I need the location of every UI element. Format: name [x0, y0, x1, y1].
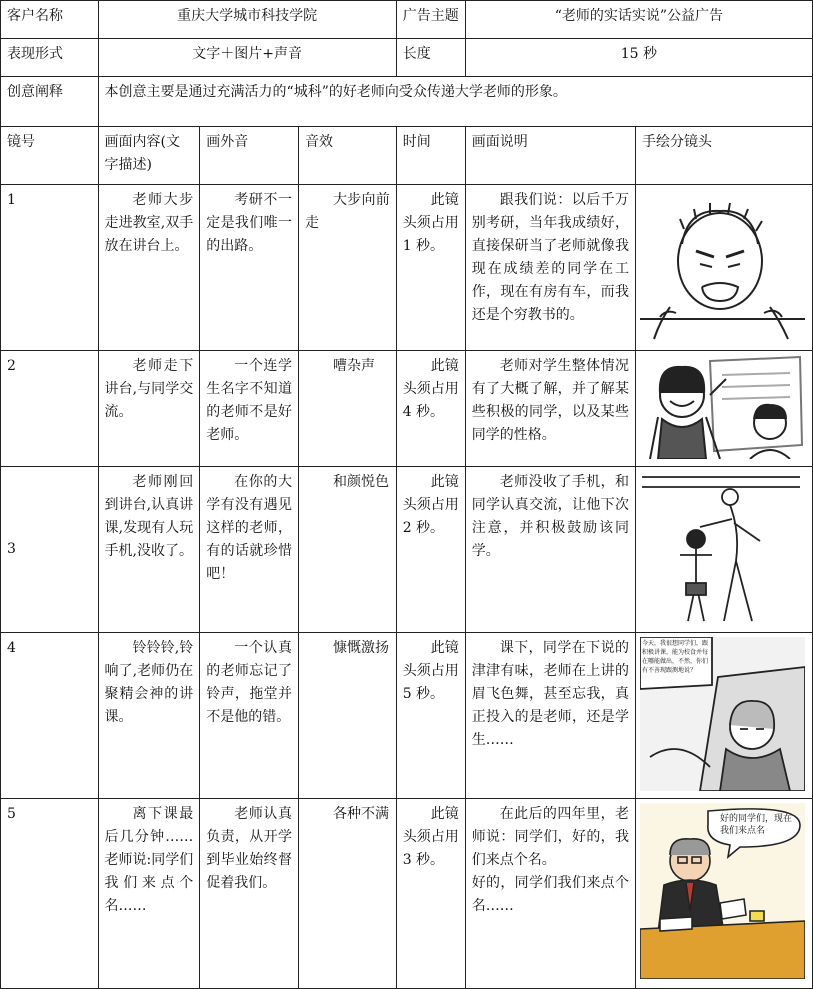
shot-sound: 各种不满	[298, 799, 396, 989]
ad-theme-label: 广告主题	[396, 1, 465, 39]
shot-number: 1	[1, 185, 99, 351]
shot-sound: 嘈杂声	[298, 351, 396, 467]
shot-sketch	[635, 467, 812, 633]
shot-sketch	[635, 185, 812, 351]
table-row	[1, 799, 813, 989]
shot-content: 老师走下讲台,与同学交流。	[98, 351, 200, 467]
shot-content: 铃铃铃,铃响了,老师仍在聚精会神的讲课。	[98, 633, 200, 799]
shot-time: 此镜头须占用 3 秒。	[396, 799, 465, 989]
shot-sketch	[635, 799, 812, 989]
shot-voiceover: 一个认真的老师忘记了铃声，拖堂并不是他的错。	[200, 633, 299, 799]
shot-voiceover: 在你的大学有没有遇见这样的老师，有的话就珍惜吧！	[200, 467, 299, 633]
idea-value: 本创意主要是通过充满活力的“城科”的好老师向受众传递大学老师的形象。	[98, 77, 812, 127]
table-row	[1, 633, 813, 799]
shot-voiceover: 老师认真负责，从开学到毕业始终督促着我们。	[200, 799, 299, 989]
form-value: 文字＋图片+声音	[98, 39, 396, 77]
col-header-voiceover: 画外音	[200, 127, 299, 185]
shot-time: 此镜头须占用 5 秒。	[396, 633, 465, 799]
shot-sound: 慷慨激扬	[298, 633, 396, 799]
ad-theme-value: “老师的实话实说”公益广告	[465, 1, 812, 39]
shot-number: 3	[1, 467, 99, 633]
shot-description: 老师对学生整体情况有了大概了解，并了解某些积极的同学，以及某些同学的性格。	[465, 351, 635, 467]
shot-time: 此镜头须占用 4 秒。	[396, 351, 465, 467]
confiscating-phone-sketch	[640, 471, 805, 625]
shot-number: 2	[1, 351, 99, 467]
teacher-at-desk-sketch	[640, 189, 805, 343]
shot-sketch	[635, 633, 812, 799]
length-label: 长度	[396, 39, 465, 77]
sketch-speech-bubble: 好的同学们，现在我们来点名	[719, 814, 792, 836]
shot-content: 离下课最后几分钟……老师说:同学们我们来点个名……	[98, 799, 200, 989]
shot-time: 此镜头须占用 1 秒。	[396, 185, 465, 351]
col-header-content: 画面内容(文字描述)	[98, 127, 200, 185]
shot-description: 在此后的四年里，老师说：同学们，好的，我们来点个名。 好的，同学们我们来点个名……	[465, 799, 635, 989]
form-label: 表现形式	[1, 39, 99, 77]
shot-sound: 大步向前走	[298, 185, 396, 351]
shot-number: 4	[1, 633, 99, 799]
shot-voiceover: 一个连学生名字不知道的老师不是好老师。	[200, 351, 299, 467]
col-header-description: 画面说明	[465, 127, 635, 185]
shot-description: 课下，同学在下说的津津有味，老师在上讲的眉飞色舞，甚至忘我，真正投入的是老师，还是学生……	[465, 633, 635, 799]
sketch-speech-bubble: 今天，我很想同学们，跟积极讲课，能为校食并每在哪能做出，不然，你们有不善现跟测地说？	[641, 640, 708, 674]
col-header-sketch: 手绘分镜头	[635, 127, 812, 185]
shot-time: 此镜头须占用 2 秒。	[396, 467, 465, 633]
idea-label: 创意阐释	[1, 77, 99, 127]
teacher-talking-to-student-sketch	[640, 355, 805, 459]
length-value: 15 秒	[465, 39, 812, 77]
shot-description: 跟我们说：以后千万别考研，当年我成绩好，直接保研当了老师就像我现在成绩差的同学在工作，现在有房有车，而我还是个穷教书的。	[465, 185, 635, 351]
table-row	[1, 351, 813, 467]
shot-content: 老师大步走进教室,双手放在讲台上。	[98, 185, 200, 351]
client-name-value: 重庆大学城市科技学院	[98, 1, 396, 39]
shot-content: 老师刚回到讲台,认真讲课,发现有人玩手机,没收了。	[98, 467, 200, 633]
col-header-shot-no: 镜号	[1, 127, 99, 185]
shot-description: 老师没收了手机，和同学认真交流，让他下次注意，并积极鼓励该同学。	[465, 467, 635, 633]
col-header-time: 时间	[396, 127, 465, 185]
col-header-sound: 音效	[298, 127, 396, 185]
shot-sound: 和颜悦色	[298, 467, 396, 633]
shot-sketch	[635, 351, 812, 467]
client-name-label: 客户名称	[1, 1, 99, 39]
shot-voiceover: 考研不一定是我们唯一的出路。	[200, 185, 299, 351]
table-row	[1, 467, 813, 633]
table-row	[1, 185, 813, 351]
shot-number: 5	[1, 799, 99, 989]
